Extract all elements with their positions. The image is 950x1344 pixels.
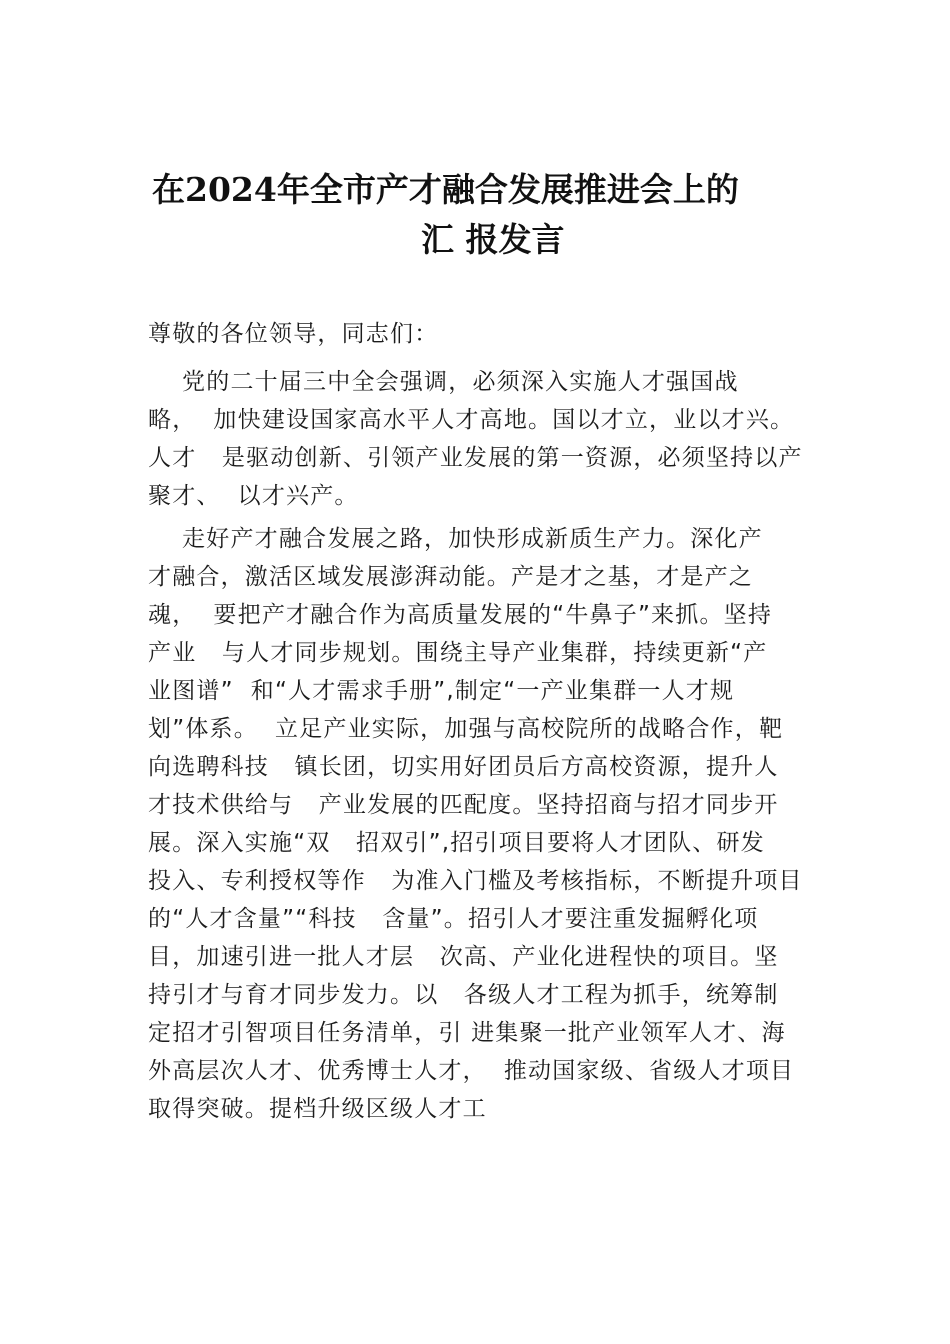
paragraph-2-line-5: 业图谱” 和“人才需求手册”,制定“一产业集群一人才规 [148, 678, 735, 704]
paragraph-2-line-10: 投入、专利授权等作 为准入门槛及考核指标，不断提升项目 [148, 868, 803, 894]
paragraph-2-line-13: 持引才与育才同步发力。以 各级人才工程为抓手，统筹制 [148, 982, 779, 1008]
paragraph-2-line-3: 魂， 要把产才融合作为高质量发展的“牛鼻子”来抓。坚持 [148, 602, 773, 628]
paragraph-2-line-4: 产业 与人才同步规划。围绕主导产业集群，持续更新“产 [148, 640, 768, 666]
paragraph-2-line-11: 的“人才含量”“科技 含量”。招引人才要注重发掘孵化项 [148, 906, 759, 932]
paragraph-2-line-8: 才技术供给与 产业发展的匹配度。坚持招商与招才同步开 [148, 792, 779, 818]
paragraph-2-line-2: 才融合，激活区域发展澎湃动能。产是才之基，才是产之 [148, 564, 753, 590]
paragraph-2-line-7: 向选聘科技 镇长团，切实用好团员后方高校资源，提升人 [148, 754, 779, 780]
paragraph-2-line-14: 定招才引智项目任务清单，引 进集聚一批产业领军人才、海 [148, 1020, 786, 1046]
paragraph-2-line-6: 划”体系。 立足产业实际，加强与高校院所的战略合作，靶 [148, 716, 784, 742]
paragraph-1-line-3: 人才 是驱动创新、引领产业发展的第一资源，必须坚持以产 [148, 445, 803, 471]
paragraph-1-line-2: 略， 加快建设国家高水平人才高地。国以才立，业以才兴。 [148, 407, 795, 433]
paragraph-2-line-12: 目，加速引进一批人才层 次高、产业化进程快的项目。坚 [148, 944, 779, 970]
paragraph-2-line-1: 走好产才融合发展之路，加快形成新质生产力。深化产 [148, 526, 763, 552]
paragraph-1-line-1: 党的二十届三中全会强调，必须深入实施人才强国战 [148, 369, 739, 395]
paragraph-2-line-9: 展。深入实施“双 招双引”,招引项目要将人才团队、研发 [148, 830, 765, 856]
document-title-line-2: 汇 报发言 [421, 220, 565, 259]
paragraph-2-line-16: 取得突破。提档升级区级人才工 [148, 1096, 487, 1122]
paragraph-2-line-15: 外高层次人才、优秀博士人才， 推动国家级、省级人才项目 [148, 1058, 795, 1084]
salutation: 尊敬的各位领导，同志们： [148, 321, 439, 347]
document-title-line-1: 在2024年全市产才融合发展推进会上的 [152, 170, 739, 209]
paragraph-1-line-4: 聚才、 以才兴产。 [148, 483, 359, 509]
